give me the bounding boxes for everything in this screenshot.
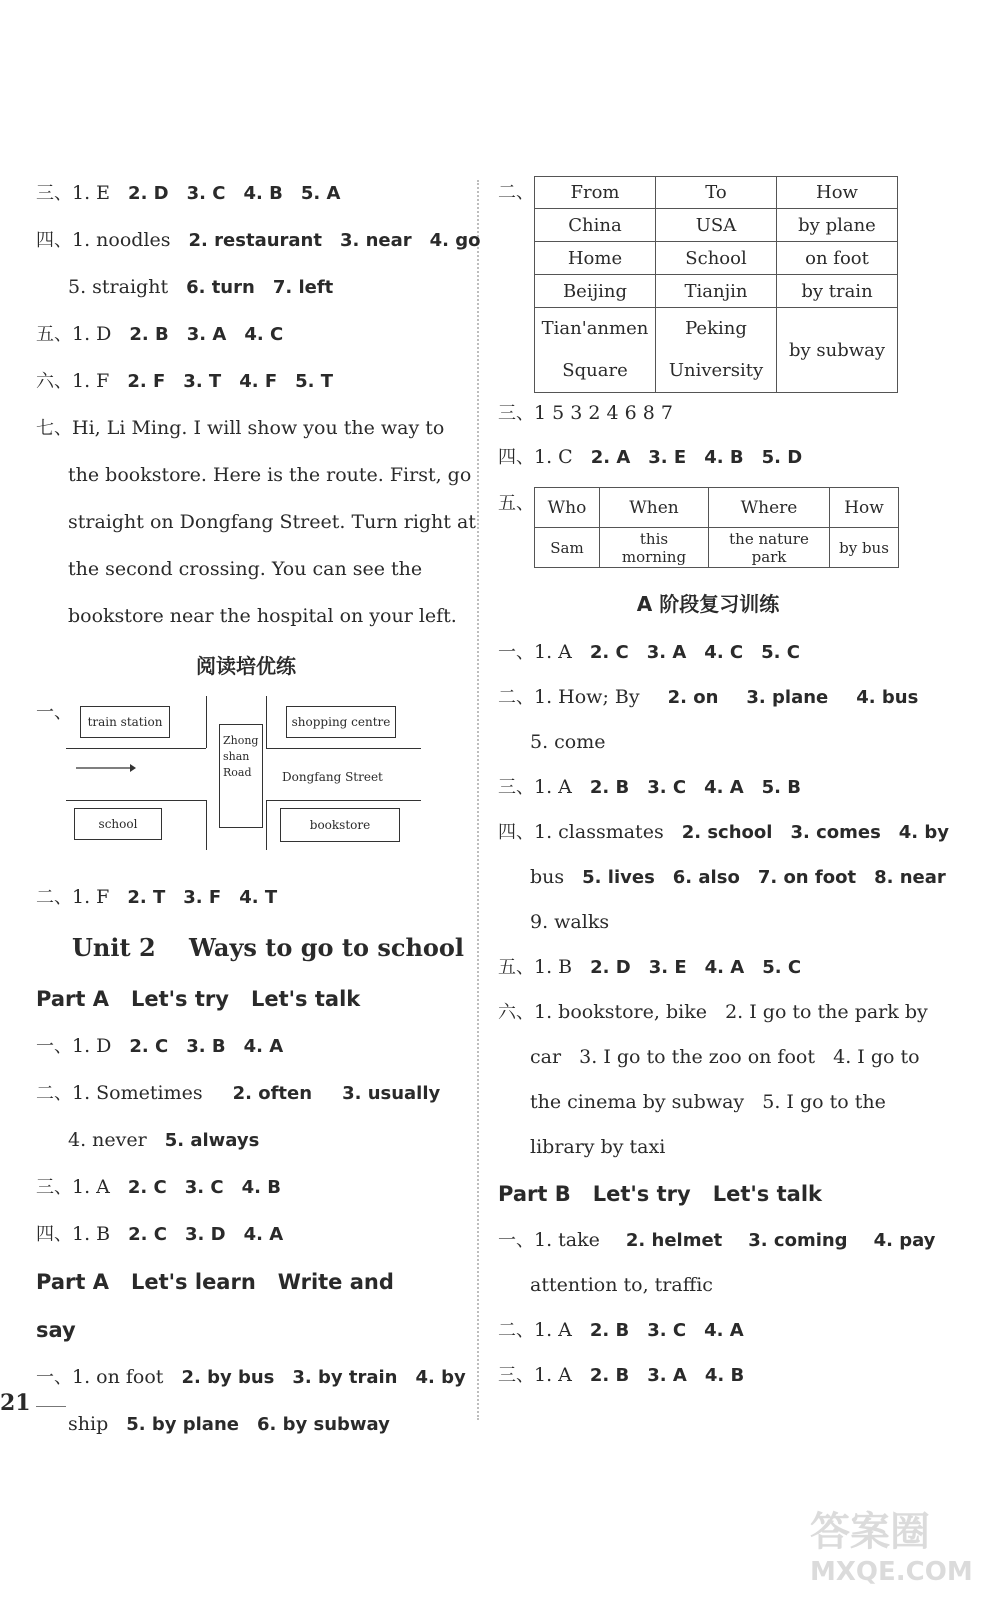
answer-item: 6. by subway	[256, 1414, 390, 1435]
reading-practice-title: 阅读培优练	[196, 654, 296, 678]
answer-item: 4. B	[704, 447, 744, 468]
part-b-try-talk-title: Part B Let's try Let's talk	[498, 1182, 822, 1206]
answer-item: 4. A	[704, 957, 745, 978]
left-column	[36, 170, 481, 1448]
passage-line: bookstore near the hospital on your left.	[68, 605, 457, 627]
answer-item: 2. often	[232, 1083, 313, 1104]
part-a-try-talk-title: Part A Let's try Let's talk	[36, 987, 361, 1011]
ordering-answer: 1 5 3 2 4 6 8 7	[534, 402, 673, 424]
answer-item: 5. D	[761, 447, 803, 468]
answer-item: 4. never	[68, 1129, 147, 1151]
street-edge	[266, 748, 421, 749]
pb-section-1: 一、1. take 2. helmet 3. coming 4. pay	[498, 1229, 936, 1251]
left-section-4: 四、1. noodles 2. restaurant 3. near 4. go	[36, 229, 481, 251]
table-cell: by subway	[777, 308, 898, 393]
table-cell: the nature park	[709, 528, 830, 568]
answer-item: 4. go	[429, 230, 481, 251]
answer-item: 2. B	[589, 1320, 630, 1341]
answer-item: 1. C	[534, 446, 573, 468]
answer-item: 4. bus	[856, 687, 919, 708]
answer-item: 1. classmates	[534, 821, 664, 843]
answer-item: 9. walks	[530, 911, 610, 933]
trip-table	[534, 487, 899, 568]
review-section-6: 六、1. bookstore, bike 2. I go to the park by car 3. I go to the zoo on foot 4. I go to the cinema by subway 5. I go to the library by taxi	[498, 990, 918, 1170]
review-title: A 阶段复习训练	[636, 592, 780, 616]
answer-item: 1. A	[534, 1364, 572, 1386]
answer-item: 4. by	[898, 822, 950, 843]
answer-item: 3. C	[186, 183, 226, 204]
zhongshan-road-label: Zhong shan Road	[219, 724, 263, 828]
answer-item: 4. B	[704, 1365, 745, 1386]
left-section-3: 三、1. E 2. D 3. C 4. B 5. A	[36, 182, 341, 204]
answer-item: 1. A	[534, 641, 572, 663]
pa1-section-2-cont	[36, 1117, 456, 1164]
watermark-logo	[810, 1500, 980, 1587]
answer-item: 2. restaurant	[188, 230, 322, 251]
table-header: How	[777, 177, 898, 209]
street-edge	[66, 748, 206, 749]
table-cell: by bus	[830, 528, 899, 568]
answer-item: 1. D	[72, 323, 112, 345]
table-cell: Home	[535, 242, 656, 275]
answer-item: 1. How; By	[534, 686, 640, 708]
table-cell: Sam	[535, 528, 600, 568]
watermark-cn: 答案圈	[810, 1509, 930, 1555]
answer-item: 5. straight	[68, 276, 169, 298]
answer-item: 4. pay	[873, 1230, 936, 1251]
answer-item: 1. take	[534, 1229, 600, 1251]
answer-item: 4. C	[244, 324, 284, 345]
page-number: 21	[0, 1390, 31, 1416]
answer-item: 3. B	[186, 1036, 226, 1057]
answer-item: 2. F	[127, 371, 166, 392]
answer-item: 4. C	[704, 642, 744, 663]
pa2-section-1: 一、1. on foot 2. by bus 3. by train 4. by	[36, 1366, 466, 1388]
answer-item: 3. coming	[748, 1230, 848, 1251]
route-table-section: 二、 From To How China USA by plane Home School on foot Beijing Tianjin by train Tian'anmen Square Peking University by subway	[498, 176, 918, 393]
answer-item: 5. T	[295, 371, 334, 392]
dongfang-street-label: Dongfang Street	[282, 770, 383, 784]
passage-line: Hi, Li Ming. I will show you the way to	[72, 417, 445, 439]
pa1-section-1: 一、1. D 2. C 3. B 4. A	[36, 1035, 284, 1057]
answer-item: 4. F	[239, 371, 278, 392]
answer-item: 1. F	[72, 886, 110, 908]
pb-section-2: 二、1. A 2. B 3. C 4. A	[498, 1319, 744, 1341]
answer-item: 2. A	[590, 447, 631, 468]
answer-item: 1. A	[534, 1319, 572, 1341]
answer-item: 1. A	[72, 1176, 110, 1198]
answer-item: 5. always	[164, 1130, 260, 1151]
answer-item: 5. by plane	[126, 1414, 239, 1435]
answer-item: 3. A	[646, 642, 687, 663]
street-edge	[266, 800, 421, 801]
left-section-7: 七、Hi, Li Ming. I will show you the way to the bookstore. Here is the route. First, go straight on Dongfang Street. Turn right at the second crossing. You can see the bookstore near the hospital on your left.	[36, 405, 456, 640]
answer-item: 5. A	[300, 183, 341, 204]
right-column	[498, 170, 950, 1398]
answer-item: 3. plane	[746, 687, 829, 708]
review-section-3: 三、1. A 2. B 3. C 4. A 5. B	[498, 776, 802, 798]
direction-arrow-icon	[76, 762, 136, 774]
table-header: When	[600, 488, 709, 528]
answer-item: 4. A	[704, 1320, 744, 1341]
answer-item: ship	[68, 1413, 109, 1435]
table-cell: this morning	[600, 528, 709, 568]
answer-item: 3. A	[186, 324, 227, 345]
route-map: 一、 train station shopping centre Zhong shan Road Dongfang Street school bookstore	[36, 696, 436, 866]
left-section-5: 五、1. D 2. B 3. A 4. C	[36, 323, 284, 345]
answer-item: 2. helmet	[625, 1230, 723, 1251]
table-cell: Peking University	[656, 308, 777, 393]
answer-item: 5. C	[761, 642, 800, 663]
table-cell: School	[656, 242, 777, 275]
answer-item: 1. B	[72, 1223, 111, 1245]
answer-item: 4. T	[239, 887, 278, 908]
pa1-section-4: 四、1. B 2. C 3. D 4. A	[36, 1223, 284, 1245]
answer-item: 1. noodles	[72, 229, 171, 251]
table-cell: by plane	[777, 209, 898, 242]
part-a-learn-write-title: Part A Let's learn Write and say	[36, 1270, 394, 1342]
answer-item: 2. D	[128, 183, 169, 204]
answer-item: 3. D	[184, 1224, 226, 1245]
pb-section-3: 三、1. A 2. B 3. A 4. B	[498, 1364, 745, 1386]
answer-item: 7. on foot	[757, 867, 857, 888]
sentence-line: library by taxi	[530, 1136, 666, 1158]
road-edge	[266, 800, 267, 850]
answer-item: 4. B	[243, 183, 283, 204]
table-cell: Beijing	[535, 275, 656, 308]
review-section-2: 二、1. How; By 2. on 3. plane 4. bus	[498, 686, 919, 708]
table-cell: USA	[656, 209, 777, 242]
table-cell: China	[535, 209, 656, 242]
street-edge	[66, 800, 206, 801]
answer-item: 4. A	[243, 1224, 284, 1245]
answer-item: 4. A	[243, 1036, 284, 1057]
road-edge	[266, 696, 267, 748]
sentence-line: the cinema by subway 5. I go to the	[530, 1091, 886, 1113]
passage-line: the bookstore. Here is the route. First, go	[68, 464, 472, 486]
answer-item: 5. B	[761, 777, 802, 798]
review-section-2-cont	[498, 720, 918, 765]
answer-item: 1. A	[534, 776, 572, 798]
answer-item: 2. C	[128, 1224, 167, 1245]
passage-line: the second crossing. You can see the	[68, 558, 423, 580]
answer-item: 3. C	[647, 777, 687, 798]
left-section-4-cont	[36, 264, 456, 311]
answer-item: 1. on foot	[72, 1366, 164, 1388]
table-cell: Tian'anmen Square	[535, 308, 656, 393]
review-section-4-cont2	[498, 900, 918, 945]
answer-item: 3. A	[647, 1365, 687, 1386]
answer-item: 1. E	[72, 182, 111, 204]
sentence-line: 1. bookstore, bike 2. I go to the park by	[534, 1001, 928, 1023]
pb-section-1-cont: attention to, traffic	[530, 1274, 713, 1296]
right-section-4: 四、1. C 2. A 3. E 4. B 5. D	[498, 446, 803, 468]
shopping-centre-box: shopping centre	[286, 706, 396, 738]
answer-item: 2. C	[589, 642, 629, 663]
review-section-4: 四、1. classmates 2. school 3. comes 4. by	[498, 821, 950, 843]
passage-line: straight on Dongfang Street. Turn right at	[68, 511, 476, 533]
answer-item: 2. by bus	[181, 1367, 275, 1388]
left-section-6: 六、1. F 2. F 3. T 4. F 5. T	[36, 370, 334, 392]
answer-item: 6. turn	[186, 277, 255, 298]
answer-item: 4. B	[241, 1177, 281, 1198]
answer-item: 6. also	[672, 867, 740, 888]
road-edge	[206, 800, 207, 850]
pa1-section-3: 三、1. A 2. C 3. C 4. B	[36, 1176, 281, 1198]
review-section-1: 一、1. A 2. C 3. A 4. C 5. C	[498, 641, 800, 663]
review-section-5: 五、1. B 2. D 3. E 4. A 5. C	[498, 956, 802, 978]
answer-item: 7. left	[272, 277, 334, 298]
answer-item: 2. B	[589, 1365, 630, 1386]
answer-item: 5. come	[530, 731, 606, 753]
answer-item: 4. A	[704, 777, 744, 798]
answer-item: 2. C	[129, 1036, 169, 1057]
pa1-section-2: 二、1. Sometimes 2. often 3. usually	[36, 1082, 441, 1104]
answer-item: 3. by train	[292, 1367, 398, 1388]
road-edge	[206, 696, 207, 748]
table-header: Where	[709, 488, 830, 528]
answer-item: 1. F	[72, 370, 110, 392]
answer-item: 3. C	[647, 1320, 687, 1341]
right-section-3: 三、1 5 3 2 4 6 8 7	[498, 402, 673, 424]
answer-item: 2. B	[129, 324, 169, 345]
answer-item: 2. C	[127, 1177, 167, 1198]
answer-item: 3. C	[184, 1177, 224, 1198]
table-header: From	[535, 177, 656, 209]
answer-item: 5. lives	[582, 867, 655, 888]
left-map-section-2: 二、1. F 2. T 3. F 4. T	[36, 886, 278, 908]
table-header: To	[656, 177, 777, 209]
column-divider	[477, 180, 479, 1420]
route-table	[534, 176, 898, 393]
answer-item: 2. B	[589, 777, 630, 798]
answer-item: 3. near	[339, 230, 412, 251]
table-cell: Tianjin	[656, 275, 777, 308]
answer-item: 3. comes	[790, 822, 881, 843]
table-cell: by train	[777, 275, 898, 308]
school-box: school	[74, 808, 162, 840]
answer-item: 4. by	[415, 1367, 466, 1388]
review-section-4-cont	[498, 855, 946, 900]
answer-item: 2. D	[590, 957, 631, 978]
answer-item: 1. B	[534, 956, 573, 978]
sentence-line: car 3. I go to the zoo on foot 4. I go to	[530, 1046, 920, 1068]
pa2-section-1-cont	[36, 1401, 456, 1448]
table-cell: on foot	[777, 242, 898, 275]
answer-item: 3. E	[648, 447, 687, 468]
answer-item: 2. on	[667, 687, 719, 708]
answer-item: bus	[530, 866, 565, 888]
bookstore-box: bookstore	[280, 808, 400, 842]
answer-item: 1. D	[72, 1035, 112, 1057]
answer-item: 3. T	[183, 371, 222, 392]
answer-item: 2. T	[127, 887, 166, 908]
answer-item: 8. near	[874, 867, 946, 888]
watermark-en: MXQE.COM	[810, 1557, 973, 1587]
answer-item: 3. F	[183, 887, 222, 908]
trip-table-section: 五、 Who When Where How Sam this morning the nature park by bus	[498, 487, 918, 568]
unit-title: Unit 2 Ways to go to school	[72, 933, 465, 962]
answer-item: 1. Sometimes	[72, 1082, 203, 1104]
train-station-box: train station	[80, 706, 170, 738]
answer-item: 2. school	[681, 822, 773, 843]
answer-item: 3. usually	[342, 1083, 441, 1104]
table-header: How	[830, 488, 899, 528]
answer-item: 5. C	[762, 957, 802, 978]
page-number-dash	[36, 1406, 66, 1407]
answer-item: 3. E	[648, 957, 687, 978]
table-header: Who	[535, 488, 600, 528]
